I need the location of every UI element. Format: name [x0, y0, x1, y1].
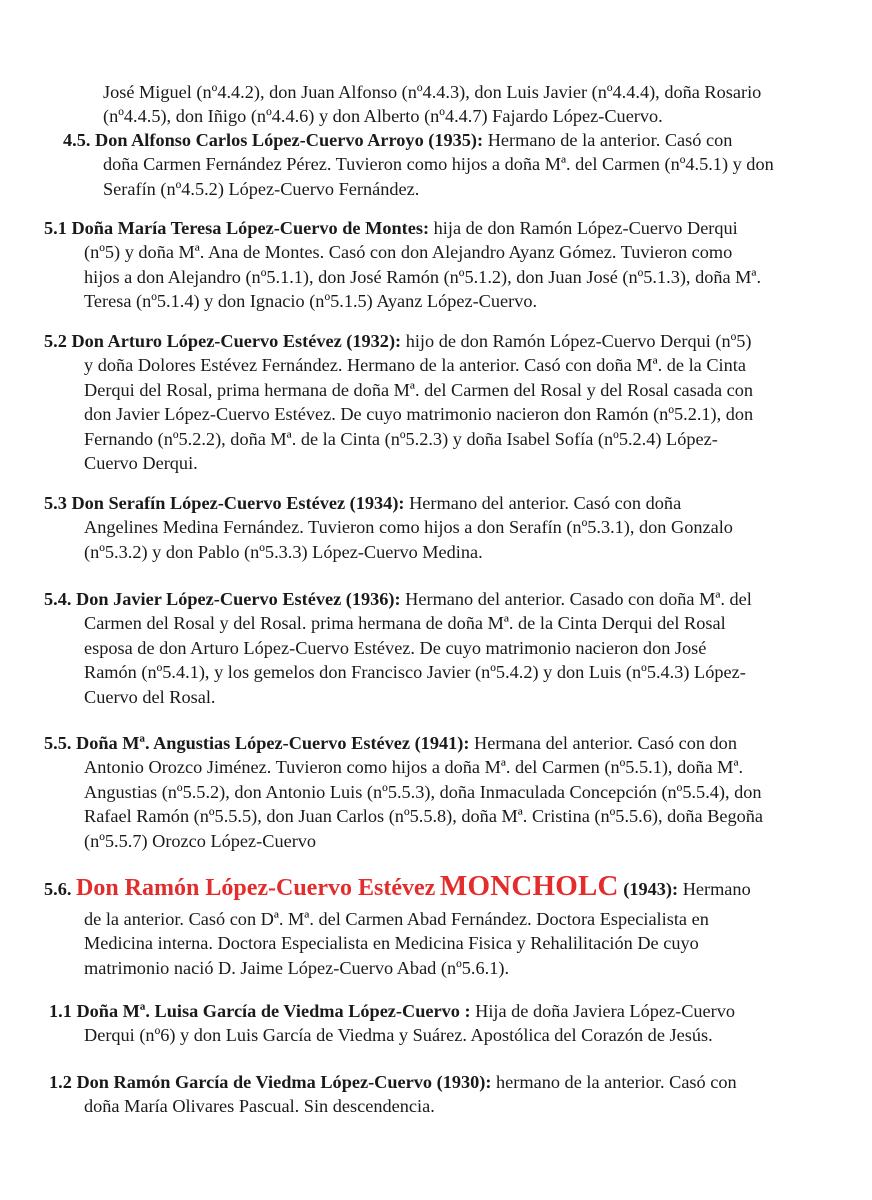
text-line: Derqui del Rosal, prima hermana de doña Mª. del Carmen del Rosal y del Rosal casada con	[84, 379, 754, 400]
entry-heading: Don Alfonso Carlos López-Cuervo Arroyo (1935):	[95, 130, 484, 150]
entry-first-line	[44, 216, 830, 240]
entry-first-line	[63, 128, 829, 152]
text-line: Angustias (nº5.5.2), don Antonio Luis (nº5.5.3), doña Inmaculada Concepción (nº5.5.4), don	[84, 781, 762, 802]
text-line: Ramón (nº5.4.1), y los gemelos don Francisco Javier (nº5.4.2) y don Luis (nº5.4.3) López-	[84, 662, 746, 683]
text-line: don Javier López-Cuervo Estévez. De cuyo matrimonio nacieron don Ramón (nº5.2.1), don	[84, 404, 754, 425]
text-line: hijos a don Alejandro (nº5.1.1), don José Ramón (nº5.1.2), don Juan José (nº5.1.3), doña Mª.	[84, 266, 762, 287]
entry-first-text: Hermana del anterior. Casó con don	[474, 733, 737, 753]
entry-heading-nickname: MONCHOLC	[439, 870, 619, 902]
genealogy-entry-5-4	[44, 587, 830, 709]
entry-heading-year: (1943):	[623, 879, 679, 899]
text-line: Medicina interna. Doctora Especialista en Medicina Fisica y Rehalilitación De cuyo	[84, 933, 699, 954]
entry-heading: Doña Mª. Luisa García de Viedma López-Cuervo :	[76, 1001, 471, 1021]
entry-first-line	[44, 731, 830, 755]
text-line: (nº5.3.2) y don Pablo (nº5.3.3) López-Cuervo Medina.	[84, 541, 483, 562]
entry-heading: Don Ramón García de Viedma López-Cuervo (1930):	[76, 1072, 492, 1092]
entry-first-line	[49, 999, 830, 1023]
entry-heading: Doña Mª. Angustias López-Cuervo Estévez (1941):	[76, 733, 470, 753]
entry-first-text: Hermano de la anterior. Casó con	[487, 130, 733, 150]
entry-first-text: hijo de don Ramón López-Cuervo Derqui (nº5)	[405, 331, 752, 351]
entry-number: 5.4.	[44, 589, 72, 609]
text-line: Derqui (nº6) y don Luis García de Viedma y Suárez. Apostólica del Corazón de Jesús.	[84, 1025, 713, 1046]
entry-number: 1.2	[49, 1072, 72, 1092]
genealogy-entry-5-3	[44, 491, 830, 564]
text-line: (nº5.5.7) Orozco López-Cuervo	[84, 830, 317, 851]
text-line: Serafín (nº4.5.2) López-Cuervo Fernández.	[103, 178, 420, 199]
text-line: (nº5) y doña Mª. Ana de Montes. Casó con don Alejandro Ayanz Gómez. Tuvieron como	[84, 242, 733, 263]
entry-first-text: Hermano del anterior. Casó con doña	[409, 493, 682, 513]
entry-first-line	[44, 491, 830, 515]
text-line: doña María Olivares Pascual. Sin descendencia.	[84, 1096, 435, 1117]
genealogy-entry-5-2	[44, 329, 830, 475]
entry-first-text: hermano de la anterior. Casó con	[496, 1072, 737, 1092]
entry-first-line	[44, 329, 830, 353]
continuation-paragraph	[103, 80, 829, 129]
text-line: de la anterior. Casó con Dª. Mª. del Carmen Abad Fernández. Doctora Especialista en	[84, 909, 709, 929]
entry-number: 5.2	[44, 331, 67, 351]
entry-first-text: Hermano del anterior. Casado con doña Mª. del	[405, 589, 752, 609]
genealogy-entry-5-1	[44, 216, 830, 314]
text-line: Cuervo Derqui.	[84, 453, 198, 474]
entry-number: 5.3	[44, 493, 67, 513]
text-line: Cuervo del Rosal.	[84, 686, 216, 707]
entry-number: 5.6.	[44, 879, 72, 899]
text-line: Antonio Orozco Jiménez. Tuvieron como hijos a doña Mª. del Carmen (nº5.5.1), doña Mª.	[84, 757, 744, 778]
entry-first-text: Hija de doña Javiera López-Cuervo	[475, 1001, 736, 1021]
text-line: matrimonio nació D. Jaime López-Cuervo Abad (nº5.6.1).	[84, 957, 510, 978]
entry-first-line	[44, 868, 830, 907]
text-line: Angelines Medina Fernández. Tuvieron como hijos a don Serafín (nº5.3.1), don Gonzalo	[84, 517, 733, 538]
text-line: Rafael Ramón (nº5.5.5), don Juan Carlos (nº5.5.8), doña Mª. Cristina (nº5.5.6), doña Begoña	[84, 806, 764, 827]
genealogy-entry-1-2	[49, 1070, 830, 1119]
entry-first-line	[44, 587, 830, 611]
text-line: Fernando (nº5.2.2), doña Mª. de la Cinta (nº5.2.3) y doña Isabel Sofía (nº5.2.4) López-	[84, 428, 718, 449]
entry-number: 5.1	[44, 218, 67, 238]
entry-heading: Don Serafín López-Cuervo Estévez (1934):	[71, 493, 405, 513]
entry-heading: Don Arturo López-Cuervo Estévez (1932):	[71, 331, 402, 351]
entry-first-text: hija de don Ramón López-Cuervo Derqui	[433, 218, 738, 238]
entry-number: 1.1	[49, 1001, 72, 1021]
entry-heading: Doña María Teresa López-Cuervo de Montes:	[71, 218, 430, 238]
genealogy-entry-1-1	[49, 999, 830, 1048]
genealogy-entry-5-5	[44, 731, 830, 853]
genealogy-entry-4-5	[63, 128, 829, 201]
entry-number: 4.5.	[63, 130, 91, 150]
entry-number: 5.5.	[44, 733, 72, 753]
genealogy-entry-5-6	[44, 868, 830, 980]
entry-first-line	[49, 1070, 830, 1094]
entry-first-text: Hermano	[682, 879, 751, 899]
text-line: (nº4.4.5), don Iñigo (nº4.4.6) y don Alberto (nº4.4.7) Fajardo López-Cuervo.	[103, 106, 663, 127]
text-line: Teresa (nº5.1.4) y don Ignacio (nº5.1.5) Ayanz López-Cuervo.	[84, 291, 538, 312]
text-line: Carmen del Rosal y del Rosal. prima hermana de doña Mª. de la Cinta Derqui del Rosal	[84, 613, 726, 634]
text-line: José Miguel (nº4.4.2), don Juan Alfonso (nº4.4.3), don Luis Javier (nº4.4.4), doña Rosario	[103, 82, 762, 102]
text-line: y doña Dolores Estévez Fernández. Hermano de la anterior. Casó con doña Mª. de la Cinta	[84, 355, 746, 376]
entry-heading-highlight: Don Ramón López-Cuervo Estévez	[76, 875, 436, 901]
entry-heading: Don Javier López-Cuervo Estévez (1936):	[76, 589, 401, 609]
text-line: doña Carmen Fernández Pérez. Tuvieron como hijos a doña Mª. del Carmen (nº4.5.1) y don	[103, 154, 774, 175]
text-line: esposa de don Arturo López-Cuervo Estévez. De cuyo matrimonio nacieron don José	[84, 637, 707, 658]
